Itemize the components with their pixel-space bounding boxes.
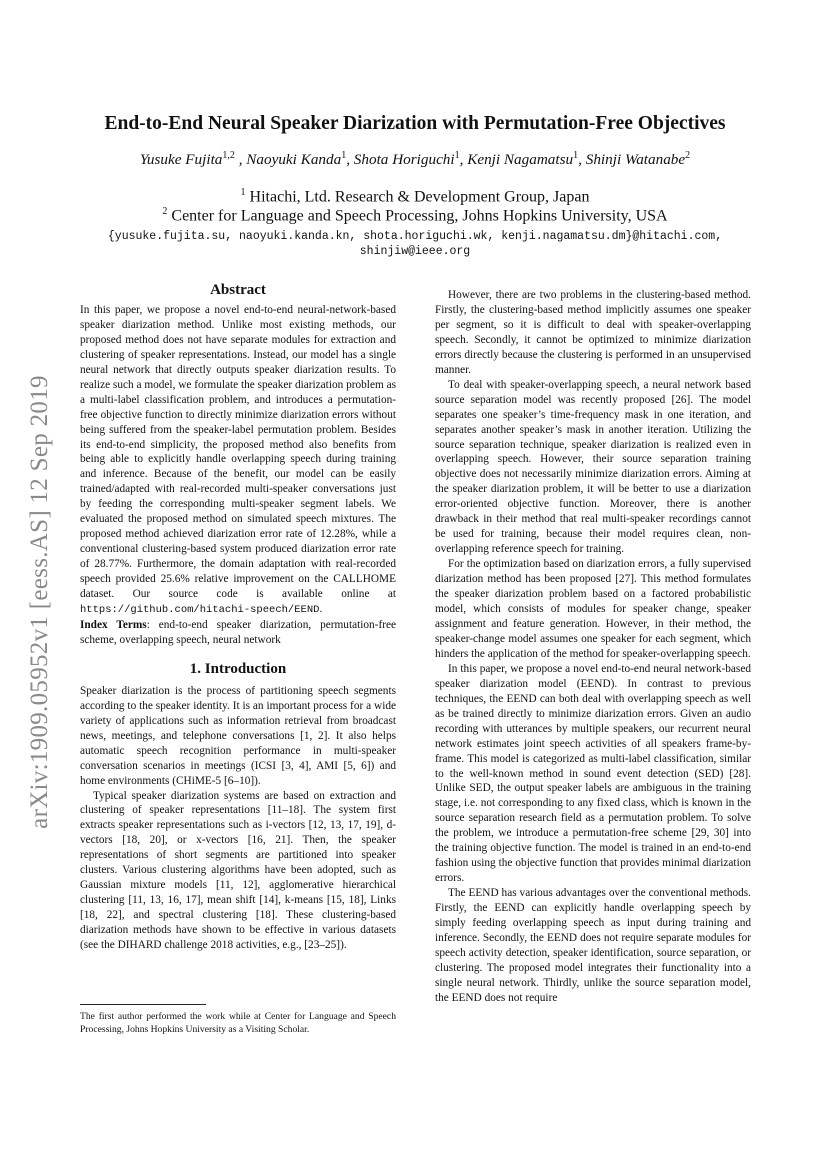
author-separator: , bbox=[578, 151, 586, 169]
source-code-link[interactable]: https://github.com/hitachi-speech/EEND bbox=[80, 604, 320, 617]
arxiv-identifier bbox=[20, 352, 60, 852]
author-list bbox=[70, 150, 760, 169]
author-separator: , bbox=[459, 151, 468, 169]
index-terms-text: : end-to-end speaker diarization, permutation-free scheme, overlapping speech, neural network bbox=[80, 618, 396, 646]
author-name: Naoyuki Kanda bbox=[246, 151, 342, 169]
body-paragraph: In this paper, we propose a novel end-to-end neural network-based speaker diarization model (EEND). In contrast to previous techniques, the EEND can both deal with overlapping speech as well as be trained directly to minimize diarization errors. Given an audio recording with utterances by multiple speakers, our recurrent neural network estimates joint speech activities of all speakers frame-by-frame. This model is categorized as multi-label classification, similar to the well-known method in sound event detection (SED) [28]. Unlike SED, the output speaker labels are ambiguous in the training stage, i.e. not corresponding to any fixed class, which is known in the source separation research field as a permutation problem. To solve the problem, we introduce a permutation-free scheme [29, 30] into the training objective function. The model is trained in an end-to-end fashion using the objective function that provides minimal diarization errors. bbox=[435, 662, 751, 885]
abstract-paragraph bbox=[80, 303, 396, 618]
author-affil-mark: 1 bbox=[454, 150, 460, 161]
arxiv-identifier-text: arXiv:1909.05952v1 [eess.AS] 12 Sep 2019 bbox=[26, 375, 53, 829]
body-paragraph: However, there are two problems in the clustering-based method. Firstly, the clustering-based method implicitly assumes one speaker per segment, so it is difficult to deal with speaker-overlapping speech. Secondly, it cannot be optimized to minimize diarization errors directly because the clustering is performed in an unsupervised manner. bbox=[435, 289, 751, 376]
author-affil-mark: 2 bbox=[685, 150, 691, 161]
affiliation-mark: 1 bbox=[240, 187, 246, 198]
intro-paragraph-2: Typical speaker diarization systems are based on extraction and clustering of speaker representations [11–18]. The system first extracts speaker representations such as i-vectors [12, 13, 17, 19], d-vectors [18, 20], or x-vectors [16, 21]. Then, the speaker representations of short segments are partitioned into speaker clusters. Various clustering algorithms have been adopted, such as Gaussian mixture models [11, 12], agglomerative hierarchical clustering [11, 13, 16, 17], mean shift [14], k-means [15, 18], Links [18, 22], and spectral clustering [18]. These clustering-based diarization methods have shown to be effective in various datasets (see the DIHARD challenge 2018 activities, e.g., [23–25]). bbox=[80, 789, 396, 952]
body-paragraph: For the optimization based on diarization errors, a fully supervised diarization method has been proposed [27]. This method formulates the speaker diarization problem based on a factored probabilistic model, which consists of modules for speaker change, speaker assignment and feature generation. However, in their method, the speaker-change model assumes one speaker for each segment, which hinders the application of the method for speaker-overlapping speech. bbox=[435, 558, 751, 660]
left-column bbox=[80, 283, 396, 953]
right-column bbox=[435, 288, 751, 1006]
paper-title: End-to-End Neural Speaker Diarization with Permutation-Free Objectives bbox=[104, 113, 726, 134]
affiliation-mark: 2 bbox=[162, 206, 168, 217]
author-emails bbox=[70, 229, 760, 259]
abstract-text: In this paper, we propose a novel end-to-end neural-network-based speaker diarization method. Unlike most existing methods, our proposed method does not have separate modules for extraction and clustering of speaker representations. Instead, our model has a single neural network that directly outputs speaker diarization results. To realize such a model, we formulate the speaker diarization problem as a multi-label classification problem, and introduces a permutation-free objective function to directly minimize diarization errors without being suffered from the speaker-label permutation problem. Besides its end-to-end simplicity, the proposed method also benefits from being able to explicitly handle overlapping speech during training and inference. Because of the benefit, our model can be easily trained/adapted with real-recorded multi-speaker conversations just by feeding the corresponding multi-speaker segment labels. We evaluated the proposed method on simulated speech mixtures. The proposed method achieved diarization error rate of 12.28%, while a conventional clustering-based system produced diarization error rate of 28.77%. Furthermore, the domain adaptation with real-recorded speech provided 25.6% relative improvement on the CALLHOME dataset. Our source code is available online at bbox=[80, 303, 396, 601]
index-terms bbox=[80, 618, 396, 648]
body-paragraph: The EEND has various advantages over the conventional methods. Firstly, the EEND can explicitly handle overlapping speech by simply feeding overlapping speech as input during training and inference. Secondly, the EEND does not require separate modules for speech activity detection, speaker identification, source separation, or clustering. The proposed model integrates their functionality into a single neural network. Thirdly, unlike the source separation model, the EEND does not require bbox=[435, 887, 751, 1004]
affiliation-2 bbox=[70, 206, 760, 225]
author-affil-mark: 1 bbox=[341, 150, 347, 161]
author-name: Yusuke Fujita bbox=[139, 151, 223, 169]
author-affil-mark: 1,2 bbox=[222, 150, 235, 161]
intro-paragraph-1: Speaker diarization is the process of partitioning speech segments according to the speaker identity. It is an important process for a wide variety of applications such as information retrieval from broadcast news, meetings, and telephone conversations [1, 2]. It also helps automatic speech recognition performance in multi-speaker conversation scenarios in meetings (ICSI [3, 4], AMI [5, 6]) and home environments (CHiME-5 [6–10]). bbox=[80, 684, 396, 787]
affiliation-text: Hitachi, Ltd. Research & Development Group, Japan bbox=[245, 188, 590, 206]
author-name: Kenji Nagamatsu bbox=[467, 151, 574, 169]
affiliation-text: Center for Language and Speech Processing, Johns Hopkins University, USA bbox=[167, 207, 668, 225]
author-separator: , bbox=[346, 151, 354, 169]
index-terms-label: Index Terms bbox=[80, 618, 147, 631]
author-name: Shinji Watanabe bbox=[585, 151, 686, 169]
footnote: The first author performed the work while at Center for Language and Speech Processing, Johns Hopkins University as a Visiting Scholar. bbox=[80, 1011, 396, 1035]
abstract-heading: Abstract bbox=[210, 282, 266, 298]
author-affil-mark: 1 bbox=[573, 150, 579, 161]
email-line-2: shinjiw@ieee.org bbox=[359, 245, 471, 258]
email-line-1: {yusuke.fujita.su, naoyuki.kanda.kn, shota.horiguchi.wk, kenji.nagamatsu.dm}@hitachi.com, bbox=[107, 230, 723, 243]
introduction-heading: 1. Introduction bbox=[189, 660, 287, 677]
author-separator: , bbox=[234, 151, 247, 169]
abstract-end: . bbox=[319, 603, 323, 616]
author-name: Shota Horiguchi bbox=[353, 151, 455, 169]
body-paragraph: To deal with speaker-overlapping speech, a neural network based source separation model was recently proposed [26]. The model separates one speaker’s time-frequency mask in one iteration, and separates another speaker’s mask in another iteration. Utilizing the source separation technique, speaker diarization is realized even in overlapping speech. However, their source separation training objective does not necessarily minimize diarization errors. Aiming at the speaker diarization problem, it will be better to use a diarization error-oriented objective function. Moreover, there is another drawback in their method that real multi-speaker recordings cannot be used for training, because their model requires clean, non-overlapping reference speech for training. bbox=[435, 378, 751, 556]
affiliation-1 bbox=[70, 187, 760, 206]
footnote-rule bbox=[80, 1004, 206, 1005]
